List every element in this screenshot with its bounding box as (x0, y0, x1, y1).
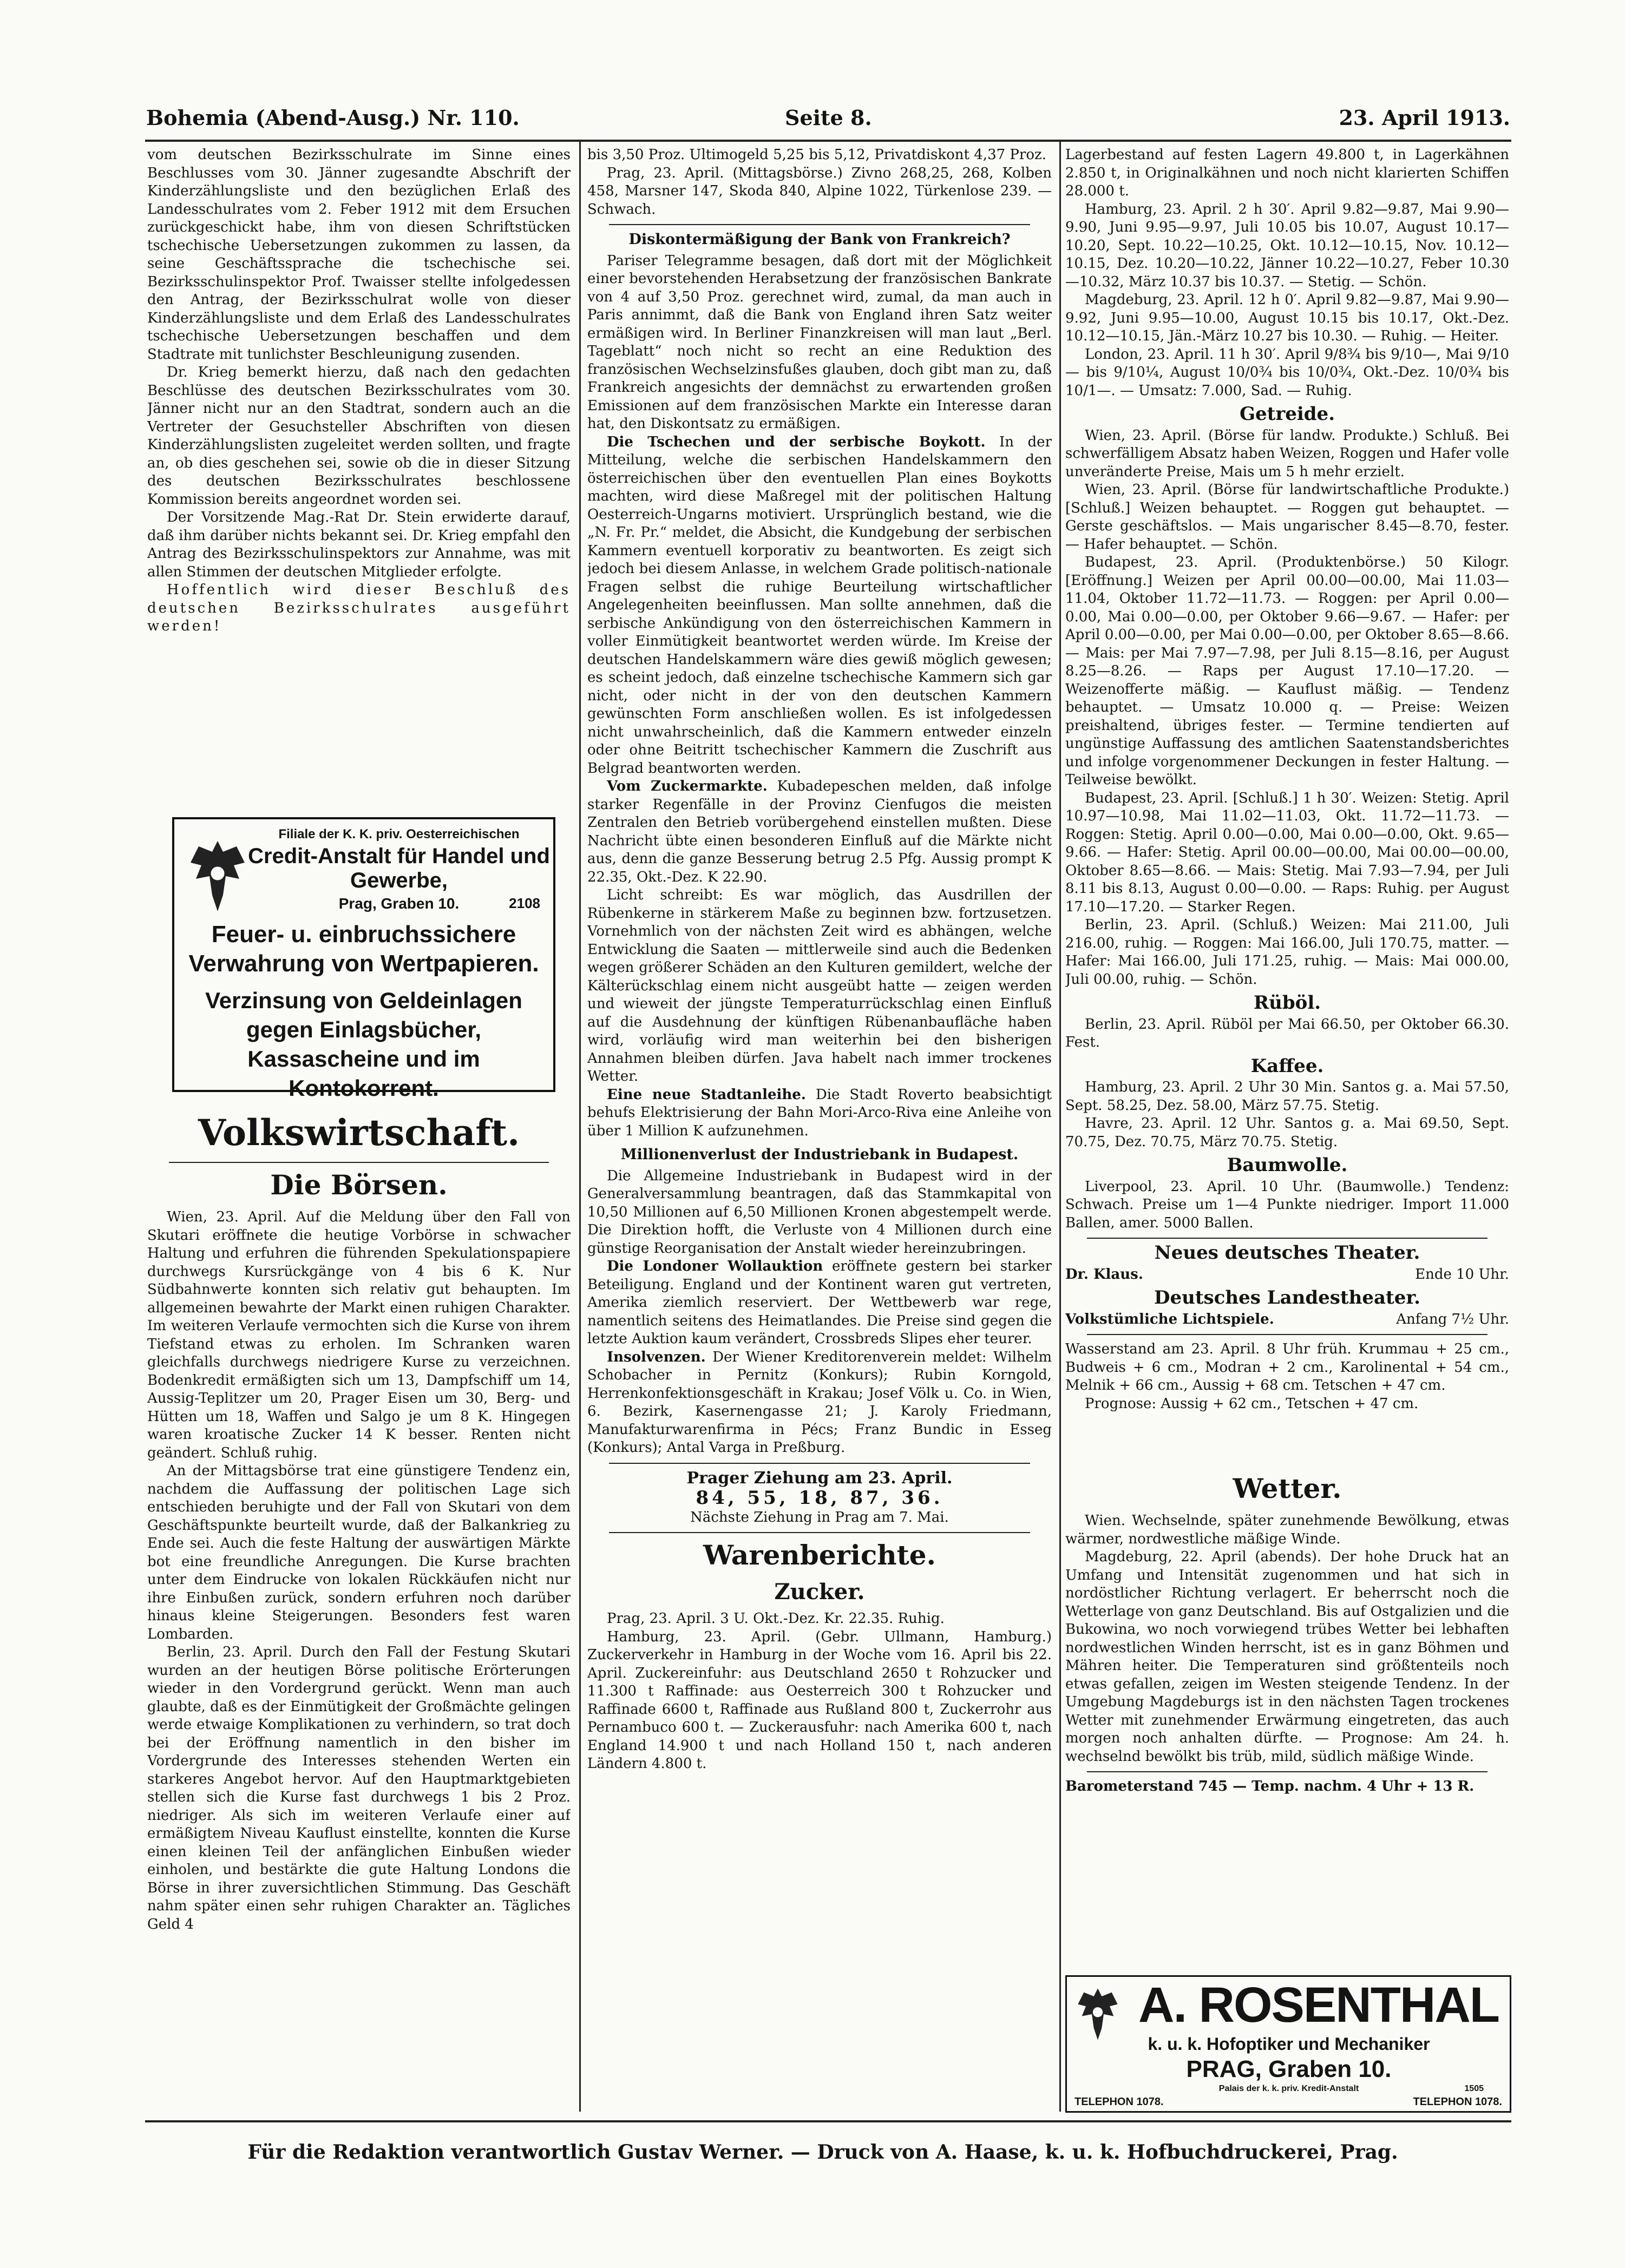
ad-line-1: Filiale der K. K. priv. Oesterreichischen (278, 827, 520, 842)
rosenthal-line-2: k. u. k. Hofoptiker und Mechaniker (1148, 2034, 1430, 2054)
barometer-text: Barometerstand 745 — Temp. nachm. 4 Uhr + 13 R. (1065, 1778, 1475, 1794)
inline-heading: Vom Zuckermarkte. (607, 778, 768, 794)
divider (169, 1162, 549, 1163)
divider (609, 1463, 1030, 1464)
divider (1087, 1238, 1488, 1239)
theater-heading-landestheater: Deutsches Landestheater. (1154, 1287, 1420, 1309)
article-text: Die Allgemeine Industriebank in Budapest wird in der Generalversammlung beantragen, daß das Stammkapital von 10,50 Millionen auf 6,50 Millionen Kronen abgestempelt werde. Die Direktion hofft, die Verluste von 4 Millionen durch eine günstige Reorganisation der Anstalt wieder hereinzubringen. (587, 1167, 1052, 1257)
article-text: Wien, 23. April. (Börse für landwirtschaftliche Produkte.) [Schluß.] Weizen behauptet. — Roggen gut behauptet. — Gerste geschäftslos. — Mais ungarischer 8.45—8.70, fester. — Hafer behauptet. — Schön. (1065, 482, 1509, 553)
header-publication: Bohemia (Abend-Ausg.) Nr. 110. (146, 106, 520, 130)
rosenthal-ad (1065, 1975, 1511, 2113)
rosenthal-palais-text: Palais der k. k. priv. Kredit-Anstalt (1218, 2084, 1359, 2093)
divider (1087, 1771, 1488, 1772)
article-text (587, 1349, 1052, 1457)
lottery-title: Prager Ziehung am 23. April. (686, 1468, 953, 1488)
article-text: Wien, 23. April. (Börse für landw. Produkte.) Schluß. Bei schwerfälligem Absatz haben Weizen, Roggen und Hafer volle unveränderte Preise, Mais um 5 h mehr erzielt. (1065, 427, 1509, 480)
divider (609, 1532, 1030, 1533)
section-heading-volkswirtschaft: Volkswirtschaft. (198, 1112, 520, 1154)
article-text (587, 778, 1052, 886)
water-forecast-text: Prognose: Aussig + 62 cm., Tetschen + 47 cm. (1085, 1395, 1419, 1412)
rosenthal-address: PRAG, Graben 10. (1186, 2056, 1392, 2082)
column-divider-1 (579, 142, 581, 2112)
market-heading-kaffee: Kaffee. (1250, 1055, 1324, 1077)
theater-heading-neues: Neues deutsches Theater. (1154, 1242, 1420, 1264)
market-heading-getreide: Getreide. (1239, 403, 1335, 425)
article-text (587, 1258, 1052, 1349)
credit-anstalt-ad (172, 817, 555, 1101)
theater-row (1065, 1266, 1509, 1284)
subsection-heading-boersen: Die Börsen. (270, 1169, 448, 1201)
article-text: Hoffentlich wird dieser Beschluß des deutschen Bezirksschulrates ausgeführt werden! (147, 582, 571, 634)
theater-play: Dr. Klaus. (1065, 1266, 1143, 1283)
rosenthal-name: A. ROSENTHAL (1138, 1977, 1499, 2033)
ad-line-4: Feuer- u. einbruchssichere Verwahrung von Wertpapieren. (188, 921, 539, 977)
column-1-top (147, 146, 571, 817)
rosenthal-phone-left: TELEPHON 1078. (1074, 2096, 1164, 2108)
inline-heading: Eine neue Stadtanleihe. (607, 1086, 806, 1103)
article-text: Liverpool, 23. April. 10 Uhr. (Baumwolle.) Tendenz: Schwach. Preise um 1—4 Punkte niedriger. Import 11.000 Ballen, amer. 5000 Ballen. (1065, 1178, 1509, 1231)
section-heading-wetter: Wetter. (1233, 1472, 1342, 1504)
inline-heading: Insolvenzen. (607, 1349, 706, 1365)
footer-rule (145, 2120, 1511, 2122)
ad-address-text: Prag, Graben 10. (338, 895, 460, 912)
inline-heading: Die Londoner Wollauktion (607, 1258, 823, 1274)
ad-code: 2108 (509, 895, 540, 911)
article-text: vom deutschen Bezirksschulrate im Sinne eines Beschlusses vom 30. Jänner zugesandte Abschrift der Kinderzählungsliste und den bezüglichen Erlaß des Landesschulrates vom 2. Feber 1912 mit dem Ersuchen zurückgeschickt habe, ihm von diesen Schriftstücken tschechische Uebersetzungen zukommen zu lassen, da seine Geschäftssprache die tschechische sei. Bezirksschulinspektor Prof. Twaisser stellte infolgedessen den Antrag, der Bezirksschulrat wolle von dieser Kinderzählungsliste und dem Erlaß des Landesschulrates tschechische Uebersetzungen beschaffen und dem Stadtrate mit tunlichster Beschleunigung zusenden. (147, 147, 571, 363)
article-text: Prag, 23. April. (Mittagsbörse.) Zivno 268,25, 268, Kolben 458, Marsner 147, Skoda 840, Alpine 1022, Türkenlose 239. — Schwach. (587, 165, 1052, 218)
theater-time: Ende 10 Uhr. (1415, 1266, 1509, 1283)
column-3-top (1065, 146, 1509, 1467)
page-header (146, 106, 1510, 138)
article-text: London, 23. April. 11 h 30′. April 9/8¾ bis 9/10—, Mai 9/10— bis 9/10¼, August 10/0¾ bis 10/0¾, Okt.-Dez. 10/0¾ bis 10/1—. — Umsatz: 7.000, Sad. — Ruhig. (1065, 346, 1509, 399)
lottery-next: Nächste Ziehung in Prag am 7. Mai. (690, 1509, 949, 1526)
column-3-weather (1065, 1467, 1509, 1978)
theater-time: Anfang 7½ Uhr. (1396, 1311, 1509, 1327)
market-heading-baumwolle: Baumwolle. (1227, 1154, 1348, 1176)
article-text: Budapest, 23. April. [Schluß.] 1 h 30′. Weizen: Stetig. April 10.97—10.98, Mai 11.02—11.03, Okt. 11.72—11.73. — Roggen: Stetig. April 0.00—0.00, Mai 0.00—0.00, Okt. 9.65—9.66. — Hafer: Stetig. April 00.00—00.00, Mai 00.00—00.00, Oktober 8.65—8.66. — Mais: Stetig. Mai 7.93—7.94, per Juli 8.11 bis 8.13, August 0.00—0.00. — Raps: Ruhig. per August 17.10—17.20. — Starker Regen. (1065, 790, 1509, 915)
article-text: Berlin, 23. April. Durch den Fall der Festung Skutari wurden an der heutigen Börse politische Erörterungen wieder in den Vordergrund gerückt. Wenn man auch glaubte, daß es der Einmütigkeit der Großmächte gelingen werde etwaige Komplikationen zu verhindern, so trat doch bei der Eröffnung namentlich in den bisher im Vordergrunde des Interesses stehenden Werten ein starkeres Angebot hervor. Auf den Hauptmarktgebieten stellen sich die Kurse fast durchwegs 1 bis 2 Proz. niedriger. Als sich im weiteren Verlaufe einer auf ermäßigtem Niveau Kauflust einstellte, konnten die Kurse einen kleinen Teil der anfänglichen Einbußen wieder einholen, und bestärkte die gute Haltung Londons die Börse in ihrer zuversichtlichen Stimmung. Das Geschäft nahm später einen sehr ruhigen Charakter an. Tägliches Geld 4 (147, 1644, 571, 1932)
ad-address (245, 895, 553, 912)
divider (1087, 1334, 1488, 1335)
article-body: Die Stadt Roverto beabsichtigt behufs Elektrisierung der Bahn Mori-Arco-Riva eine Anleihe von über 1 Million K aufzunehmen. (587, 1086, 1052, 1139)
article-heading: Diskontermäßigung der Bank von Frankreich? (628, 231, 1011, 248)
inline-heading: Die Tschechen und der serbische Boykott. (607, 433, 986, 450)
header-rule (145, 140, 1511, 142)
article-text: Lagerbestand auf festen Lagern 49.800 t, in Lagerkähnen 2.850 t, in Originalkähnen und noch nicht klarierten Schiffen 28.000 t. (1065, 147, 1509, 199)
page-footer: Für die Redaktion verantwortlich Gustav Werner. — Druck von A. Haase, k. u. k. Hofbuchdruckerei, Prag. (247, 2141, 1398, 2164)
header-page-number: Seite 8. (785, 106, 872, 130)
article-text: Pariser Telegramme besagen, daß dort mit der Möglichkeit einer bevorstehenden Herabsetzung der französischen Bankrate von 4 auf 3,50 Proz. gerechnet wird, zumal, da man auch in Paris annimmt, daß die Bank von England ihren Satz weiter ermäßigen wird. In Berliner Finanzkreisen will man laut „Berl. Tageblatt“ noch nicht so recht an eine Reduktion des französischen Wechselzinsfußes glauben, doch gibt man zu, daß Frankreich angesichts der demnächst zu erwartenden großen Emissionen auf dem französischen Markte ein Interesse daran hat, den Diskontsatz zu ermäßigen. (587, 252, 1052, 432)
article-text (587, 433, 1052, 778)
theater-play: Volkstümliche Lichtspiele. (1065, 1311, 1274, 1327)
article-text: Dr. Krieg bemerkt hierzu, daß nach den gedachten Beschlüsse des deutschen Bezirksschulrates vom 30. Jänner nicht nur an den Stadtrat, sondern auch an die Vertreter der Gesuchsteller Abschriften von diesen Kinderzählungslisten zugeleitet werden sollten, und fragte an, ob dies geschehen sei, sowie ob die in dieser Sitzung des deutschen Bezirksschulrates beschlossene Kommission bereits angeordnet worden sei. (147, 364, 571, 508)
double-eagle-icon (185, 836, 250, 917)
article-text: Hamburg, 23. April. (Gebr. Ullmann, Hamburg.) Zuckerverkehr in Hamburg in der Woche vom 16. April bis 22. April. Zuckereinfuhr: aus Deutschland 2650 t Rohzucker und 11.300 t Raffinade: aus Oesterreich 300 t Rohzucker und Raffinade 6600 t, Raffinade aus Rußland 800 t, Zuckerrohr aus Pernambuco 600 t. — Zuckerausfuhr: nach Amerika 600 t, nach England 14.900 t und nach Holland 150 t, nach anderen Ländern 4.800 t. (587, 1628, 1052, 1772)
article-text: Magdeburg, 22. April (abends). Der hohe Druck hat an Umfang und Intensität zugenommen und hat sich in nordöstlicher Richtung verlagert. Er beherrscht noch die Wetterlage von ganz Deutschland. Bis auf Ostgalizien und die Bukowina, wo noch vorwiegend trübes Wetter bei lebhaften nordwestlichen Winden herrscht, ist es in ganz Böhmen und Mähren heiter. Die Temperaturen sind größtenteils noch etwas gefallen, zeigen im Westen steigende Tendenz. In der Umgebung Magdeburgs ist in den nächsten Tagen trockenes Wetter mit zunehmender Erwärmung eingetreten, das auch morgen noch anhalten dürfte. — Prognose: Am 24. h. wechselnd bewölkt bis trüb, mild, südlich mäßige Winde. (1065, 1549, 1509, 1765)
article-heading: Millionenverlust der Industriebank in Budapest. (620, 1146, 1019, 1163)
article-text: Budapest, 23. April. (Produktenbörse.) 50 Kilogr. [Eröffnung.] Weizen per April 00.00—00.00, Mai 11.03—11.04, Oktober 11.72—11.73. — Roggen: per April 0.00—0.00, Mai 0.00—0.00, per Oktober 9.66—9.67. — Hafer: per April 0.00—0.00, per Mai 0.00—0.00, per Oktober 8.65—8.66. — Mais: per Mai 7.97—7.98, per Juli 8.15—8.16, per August 8.25—8.26. — Raps per August 17.10—17.20. — Weizenofferte mäßig. — Kauflust mäßig. — Tendenz behauptet. — Umsatz 10.000 q. — Preise: Weizen preishaltend, übriges fester. — Termine tendierten auf ungünstige Auffassung des amtlichen Saatenstandsberichtes und infolge vorgenommener Deckungen in fester Haltung. — Teilweise bewölkt. (1065, 554, 1509, 788)
ad-line-5: Verzinsung von Geldeinlagen gegen Einlagsbücher, Kassascheine und im Kontokorrent. (205, 988, 522, 1101)
market-heading-ruboel: Rüböl. (1253, 992, 1321, 1014)
article-text: Berlin, 23. April. (Schluß.) Weizen: Mai 211.00, Juli 216.00, ruhig. — Roggen: Mai 166.00, Juli 170.75, matter. — Hafer: Mai 166.00, Juli 171.25, ruhig. — Mais: Mai 000.00, Juli 00.00, ruhig. — Schön. (1065, 917, 1509, 988)
rosenthal-palais (1072, 2084, 1505, 2094)
article-text: Hamburg, 23. April. 2 h 30′. April 9.82—9.87, Mai 9.90—9.90, Juni 9.95—9.97, Juli 10.05 bis 10.07, August 10.17—10.20, Sept. 10.22—10.25, Okt. 10.12—10.15, Nov. 10.12—10.15, Dez. 10.20—10.22, Jänner 10.22—10.27, Feber 10.30—10.32, März 10.37 bis 10.37. — Stetig. — Schön. (1065, 201, 1509, 290)
article-text: Hamburg, 23. April. 2 Uhr 30 Min. Santos g. a. Mai 57.50, Sept. 58.25, Dez. 58.00, März 57.75. Stetig. (1065, 1079, 1509, 1114)
article-body: In der Mitteilung, welche die serbischen Handelskammern den österreichischen über den eventuellen Plan eines Boykotts machten, wird diese Maßregel mit der politischen Haltung Oesterreich-Ungarns motiviert. Ursprünglich bestand, wie die „N. Fr. Pr.“ meldet, die Absicht, die Kundgebung der serbischen Kammern eventuell korporativ zu beantworten. Es zeigt sich jedoch bei diesem Anlasse, in welchem Grade politisch-nationale Fragen selbst die ruhige Beurteilung wirtschaftlicher Angelegenheiten beeinflussen. Man sollte annehmen, daß die serbische Ankündigung von den österreichischen Kammern in voller Einmütigkeit beantwortet werden würde. Im Kreise der deutschen Handelskammern wäre dies gewiß möglich gewesen; es scheint jedoch, daß einzelne tschechische Kammern sich gar nicht, oder nicht in der von den deutschen Kammern gewünschten Form anschließen wollen. Es ist infolgedessen nicht unwahrscheinlich, daß die Kammern entweder einzeln oder ohne Beitritt tschechischer Kammern die Zuschrift aus Belgrad beantworten werden. (587, 433, 1052, 777)
article-body: Der Wiener Kreditorenverein meldet: Wilhelm Schobacher in Pernitz (Konkurs); Rubin Korngold, Herrenkonfektionsgeschäft in Krakau; Josef Völk u. Co. in Wien, 6. Bezirk, Kasernengasse 21; J. Karoly Friedmann, Manufakturwarenfirma in Pécs; Franz Bundic in Esseg (Konkurs); Antal Varga in Preßburg. (587, 1349, 1052, 1456)
section-heading-warenberichte: Warenberichte. (703, 1539, 936, 1571)
header-date: 23. April 1913. (1339, 106, 1510, 130)
column-divider-2 (1059, 142, 1061, 2112)
column-1-bottom (147, 1101, 571, 2113)
rosenthal-phone-right: TELEPHON 1078. (1413, 2096, 1502, 2108)
article-text: Berlin, 23. April. Rüböl per Mai 66.50, per Oktober 66.30. Fest. (1065, 1016, 1509, 1050)
article-text: Magdeburg, 23. April. 12 h 0′. April 9.82—9.87, Mai 9.90—9.92, Juni 9.95—10.00, August 10.15 bis 10.17, Okt.-Dez. 10.12—10.15, Jän.-März 10.27 bis 10.30. — Ruhig. — Heiter. (1065, 292, 1509, 344)
theater-row (1065, 1311, 1509, 1329)
article-text: An der Mittagsbörse trat eine günstigere Tendenz ein, nachdem die Auffassung der politischen Lage sich entschieden beruhigte und der Fall von Skutari von dem Geschäftspunkte beurteilt wurde, daß der Balkankrieg zu Ende sei. Auch die feste Haltung der auswärtigen Märkte bot eine freundliche Anregungen. Die Kurse brachten unter dem Eindrucke von lokalen Rückkäufen nicht nur ihre Einbußen zurück, sondern erfuhren noch darüber hinaus kleine Steigerungen. Besonders fest waren Lombarden. (147, 1463, 571, 1642)
article-body: eröffnete gestern bei starker Beteiligung. England und der Kontinent waren gut vertreten, Amerika ziemlich reserviert. Der Wettbewerb war rege, namentlich seitens des Heimatlandes. Die Preise sind gegen die letzte Auktion kaum verändert, Crossbreds Slipes eher teurer. (587, 1258, 1052, 1347)
column-2 (587, 146, 1052, 2113)
article-text: Havre, 23. April. 12 Uhr. Santos g. a. Mai 69.50, Sept. 70.75, Dez. 70.75, März 70.75. Stetig. (1065, 1115, 1509, 1150)
article-text: Wien, 23. April. Auf die Meldung über den Fall von Skutari eröffnete die heutige Vorbörse in schwacher Haltung und erfuhren die führenden Spekulationspapiere durchwegs Kursrückgänge von 4 bis 6 K. Nur Südbahnwerte konnten sich relativ gut behaupten. Im allgemeinen bewahrte der Markt einen ruhigen Charakter. Im weiteren Verlaufe vermochten sich die Kurse von ihrem Tiefstand etwas zu erholen. Im Schranken waren gleichfalls durchwegs niedrigere Kurse zu verzeichnen. Bodenkredit ermäßigten sich um 13, Dampfschiff um 14, Aussig-Teplitzer um 20, Prager Eisen um 30, Berg- und Hütten um 18, Waffen und Salgo je um 8 K. Hingegen waren kroatische Zucker 14 K besser. Renten nicht geändert. Schluß ruhig. (147, 1209, 571, 1461)
article-body: Kubadepeschen melden, daß infolge starker Regenfälle in der Provinz Cienfugos die meisten Zentralen den Betrieb vorübergehend einstellen mußten. Diese Nachricht übte einen besonderen Einfluß auf die Märkte nicht aus, denn die ganze Besserung betrug 2.5 Pfg. Aussig prompt K 22.35, Okt.-Dez. K 22.90. (587, 778, 1052, 885)
article-text (587, 1086, 1052, 1141)
article-text: bis 3,50 Proz. Ultimogeld 5,25 bis 5,12, Privatdiskont 4,37 Proz. (587, 147, 1046, 163)
article-text: Der Vorsitzende Mag.-Rat Dr. Stein erwiderte darauf, daß ihm darüber nichts bekannt sei. Dr. Krieg empfahl den Antrag des Bezirksschulinspektors zur Annahme, was mit allen Stimmen der deutschen Mitglieder erfolgte. (147, 509, 571, 580)
rosenthal-code: 1505 (1464, 2084, 1484, 2093)
subsection-heading-zucker: Zucker. (774, 1579, 865, 1605)
article-text: Licht schreibt: Es war möglich, das Ausdrillen der Rübenkerne in stärkerem Maße zu beginnen bzw. fortzusetzen. Vornehmlich von der nächsten Zeit wird es abhängen, welche Entwicklung die Saaten — mittlerweile sind auch die Bedenken wegen größerer Schäden an den Kulturen gemildert, welche der Kälterückschlag einem nicht ausgeübt hatte — zeigen werden und wieweit der jüngste Temperaturrückschlag einen Einfluß auf die Ausdehnung der künftigen Rübenanbaufläche haben wird, vorläufig wird man weiterhin bei den bisherigen Annahmen bleiben dürfen. Java habelt nach immer trockenes Wetter. (587, 887, 1052, 1084)
divider (609, 224, 1030, 225)
article-text: Prag, 23. April. 3 U. Okt.-Dez. Kr. 22.35. Ruhig. (607, 1610, 945, 1627)
water-level-text: Wasserstand am 23. April. 8 Uhr früh. Krummau + 25 cm., Budweis + 6 cm., Modran + 2 cm., Karolinental + 54 cm., Melnik + 66 cm., Aussig + 68 cm. Tetschen + 47 cm. (1065, 1341, 1509, 1393)
article-text: Wien. Wechselnde, später zunehmende Bewölkung, etwas wärmer, nordwestliche mäßige Winde. (1065, 1513, 1509, 1547)
ad-title: Credit-Anstalt für Handel und Gewerbe, (248, 844, 550, 892)
lottery-numbers: 84, 55, 18, 87, 36. (696, 1487, 943, 1509)
